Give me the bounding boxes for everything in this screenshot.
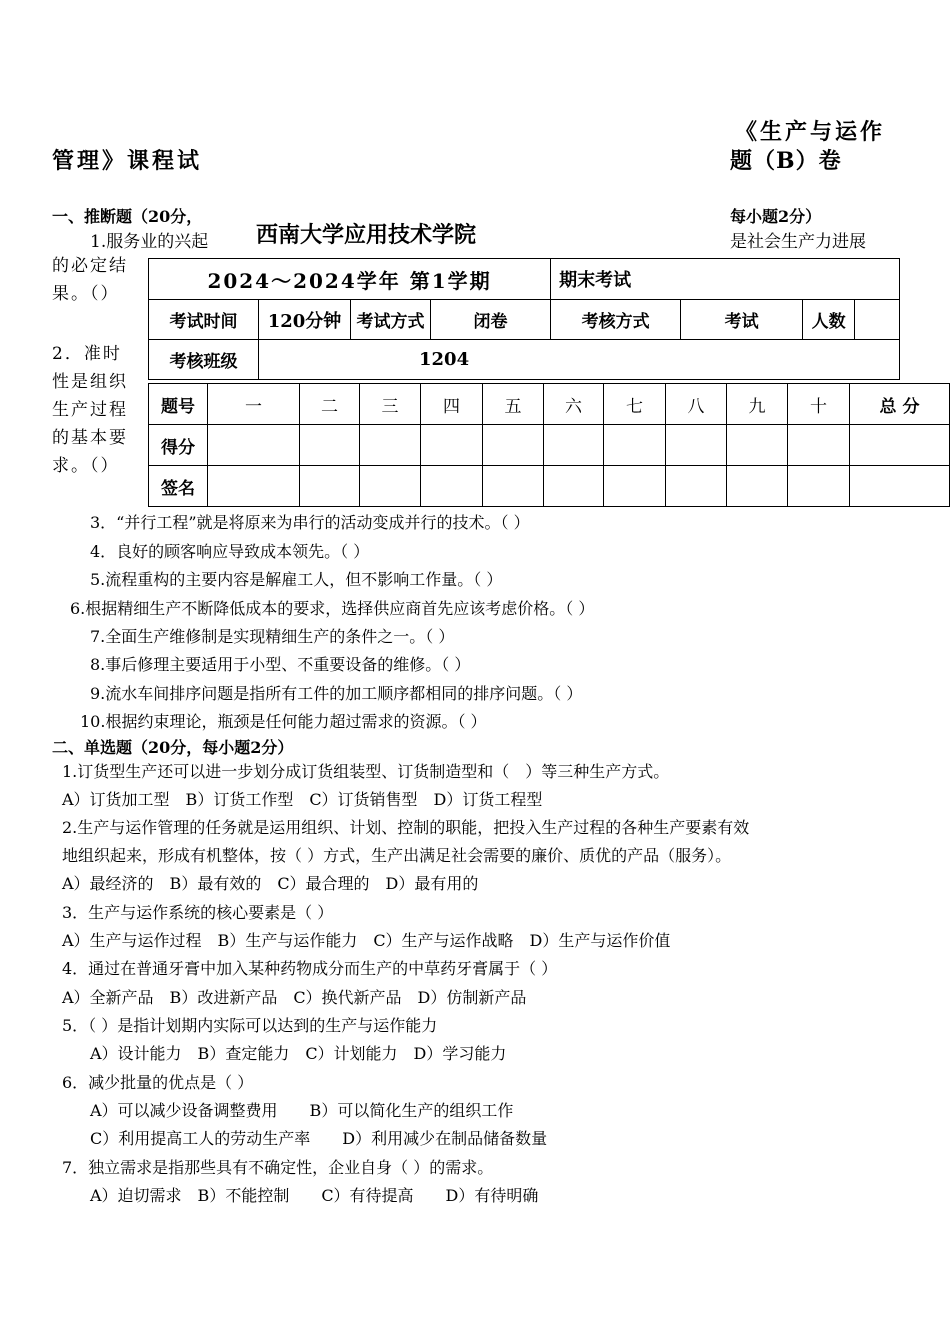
question-no-2: 二	[300, 384, 360, 425]
sign-cell	[788, 466, 850, 507]
sign-cell	[666, 466, 727, 507]
judge-q7: 7.全面生产维修制是实现精细生产的条件之一。（ ）	[90, 627, 455, 646]
judge-q1-end: 是社会生产力进展	[730, 232, 866, 252]
choice-q3-options: A）生产与运作过程 B）生产与运作能力 C）生产与运作战略 D）生产与运作价值	[62, 931, 671, 950]
judge-q9: 9.流水车间排序问题是指所有工件的加工顺序都相同的排序问题。（ ）	[90, 684, 583, 703]
judge-q5: 5.流程重构的主要内容是解雇工人，但不影响工作量。（ ）	[90, 570, 503, 589]
question-no-4: 四	[421, 384, 483, 425]
choice-q2-options: A）最经济的 B）最有效的 C）最合理的 D）最有用的	[62, 874, 479, 893]
choice-q2-line1: 2.生产与运作管理的任务就是运用组织、计划、控制的职能，把投入生产过程的各种生产要素有效	[62, 818, 750, 837]
score-cell	[421, 425, 483, 466]
term-cell: 2024～2024学年 第1学期	[149, 259, 551, 300]
judge-q10: 10.根据约束理论，瓶颈是任何能力超过需求的资源。（ ）	[80, 712, 487, 731]
question-no-8: 八	[666, 384, 727, 425]
score-cell	[208, 425, 300, 466]
score-label: 得分	[149, 425, 208, 466]
assess-label: 考核方式	[551, 300, 681, 340]
choice-q7-options: A）迫切需求 B）不能控制 C）有待提高 D）有待明确	[90, 1186, 539, 1205]
score-cell	[544, 425, 604, 466]
count-value	[855, 300, 900, 340]
sign-cell	[360, 466, 421, 507]
score-grid-overlay	[148, 383, 920, 506]
sign-cell	[208, 466, 300, 507]
sign-cell	[850, 466, 950, 507]
choice-q4: 4．通过在普通牙膏中加入某种药物成分而生产的中草药牙膏属于（ ）	[62, 959, 558, 978]
section1-heading-left: 一、推断题（20分，	[52, 207, 203, 226]
choice-q1: 1.订货型生产还可以进一步划分成订货组装型、订货制造型和（ ）等三种生产方式。	[62, 762, 670, 781]
total-label: 总 分	[850, 384, 950, 425]
score-cell	[788, 425, 850, 466]
judge-q6: 6.根据精细生产不断降低成本的要求，选择供应商首先应该考虑价格。（ ）	[70, 599, 595, 618]
time-value: 120分钟	[259, 300, 351, 340]
question-no-label: 题号	[149, 384, 208, 425]
count-label: 人数	[803, 300, 855, 340]
exam-kind-cell: 期末考试	[551, 259, 900, 300]
mode-value: 闭卷	[431, 300, 551, 340]
score-grid	[148, 383, 950, 507]
judge-q8: 8.事后修理主要适用于小型、不重要设备的维修。（ ）	[90, 655, 471, 674]
sign-cell	[604, 466, 666, 507]
judge-q3: 3．“并行工程”就是将原来为串行的活动变成并行的技术。（ ）	[90, 513, 530, 532]
score-cell	[666, 425, 727, 466]
mode-label: 考试方式	[351, 300, 431, 340]
score-cell	[483, 425, 544, 466]
assess-value: 考试	[681, 300, 803, 340]
sign-label: 签名	[149, 466, 208, 507]
sign-cell	[421, 466, 483, 507]
sign-cell	[483, 466, 544, 507]
choice-q2-line2: 地组织起来，形成有机整体，按（ ）方式，生产出满足社会需要的廉价、质优的产品（服务）。	[62, 846, 732, 865]
title-part-3: 题（B）卷	[730, 148, 842, 174]
score-cell	[727, 425, 788, 466]
question-no-7: 七	[604, 384, 666, 425]
question-no-9: 九	[727, 384, 788, 425]
question-no-3: 三	[360, 384, 421, 425]
choice-q3: 3．生产与运作系统的核心要素是（ ）	[62, 903, 334, 922]
judge-q2: 2．准时性是组织生产过程的基本要求。（）	[52, 344, 128, 476]
choice-q6-options-ab: A）可以减少设备调整费用 B）可以简化生产的组织工作	[90, 1101, 514, 1120]
choice-q4-options: A）全新产品 B）改进新产品 C）换代新产品 D）仿制新产品	[62, 988, 527, 1007]
time-label: 考试时间	[149, 300, 259, 340]
question-no-6: 六	[544, 384, 604, 425]
title-part-2: 管理》课程试	[52, 148, 203, 174]
choice-q5-options: A）设计能力 B）查定能力 C）计划能力 D）学习能力	[90, 1044, 507, 1063]
choice-q6-options-cd: C）利用提高工人的劳动生产率 D）利用减少在制品储备数量	[90, 1129, 548, 1148]
sign-cell	[544, 466, 604, 507]
score-cell	[360, 425, 421, 466]
judge-q1-start: 1.服务业的兴起	[90, 232, 209, 252]
question-no-1: 一	[208, 384, 300, 425]
score-cell	[604, 425, 666, 466]
question-no-10: 十	[788, 384, 850, 425]
score-cell	[300, 425, 360, 466]
section1-heading-right: 每小题2分）	[730, 207, 822, 226]
sign-cell	[727, 466, 788, 507]
choice-q6: 6．减少批量的优点是（ ）	[62, 1073, 254, 1092]
exam-info-table	[148, 258, 900, 380]
choice-q1-options: A）订货加工型 B）订货工作型 C）订货销售型 D）订货工程型	[62, 790, 543, 809]
title-part-1: 《生产与运作	[735, 119, 886, 145]
choice-q7: 7．独立需求是指那些具有不确定性，企业自身（ ）的需求。	[62, 1158, 494, 1177]
judge-q1-continuation: 的必定结果。（）	[52, 256, 128, 304]
class-label: 考核班级	[149, 340, 259, 380]
score-cell	[850, 425, 950, 466]
school-name: 西南大学应用技术学院	[256, 222, 477, 248]
question-no-5: 五	[483, 384, 544, 425]
sign-cell	[300, 466, 360, 507]
judge-q4: 4．良好的顾客响应导致成本领先。（ ）	[90, 542, 370, 561]
class-value: 1204	[259, 340, 900, 380]
section2-heading: 二、单选题（20分，每小题2分）	[52, 738, 294, 757]
choice-q5: 5．（ ）是指计划期内实际可以达到的生产与运作能力	[62, 1016, 438, 1035]
